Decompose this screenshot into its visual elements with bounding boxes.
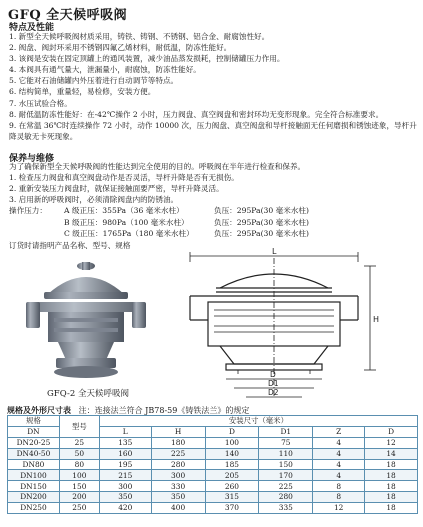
table-row: DN40-50 50 160 225 140 110 4 14 xyxy=(8,448,418,459)
pressure-negative: 负压：295Pa(30 毫米水柱) xyxy=(214,217,309,227)
col-header-spec: 规格 xyxy=(8,416,60,427)
table-row: DN20-25 25 135 180 100 75 4 12 xyxy=(8,437,418,448)
feature-item: 5. 它能对石油储罐内外压着进行自动调节等特点。 xyxy=(9,76,179,86)
specs-heading: 规格及外形尺寸表 注：连接法兰符合 JB78-59《铸铁法兰》的规定 xyxy=(7,405,250,415)
specs-table xyxy=(7,415,418,514)
features-heading: 特点及性能 xyxy=(9,23,55,33)
col-header-dims: 安装尺寸（毫米） xyxy=(99,416,417,427)
operating-pressure xyxy=(9,205,419,251)
order-note: 订货时请指明产品名称、型号、规格 xyxy=(9,240,131,250)
feature-item: 1. 新型全天候呼吸阀材质采用，铸铁、铸钢、不锈钢、铝合金、耐腐蚀性好。 xyxy=(9,32,270,41)
pressure-row xyxy=(9,217,419,229)
maintenance-list xyxy=(9,172,419,205)
maintenance-item: 3. 启用新的呼吸阀时，必须清除阀盘内的防锈油。 xyxy=(9,195,179,205)
feature-item: 3. 该阀是安装在固定顶罐上的通风装置，减少油品蒸发损耗，控制储罐压力作用。 xyxy=(9,54,285,64)
pressure-row xyxy=(9,205,419,217)
valve-photo xyxy=(18,254,153,384)
photo-caption: GFQ-2 全天候呼吸阀 xyxy=(47,389,129,399)
pressure-negative: 负压：295Pa(30 毫米水柱) xyxy=(214,229,309,239)
col-header-dn: DN xyxy=(8,426,60,437)
pressure-positive: B 级正压：980Pa（100 毫米水柱） xyxy=(64,217,189,227)
dim-label-d: D xyxy=(270,370,276,379)
feature-item: 6. 结构简单，重量轻，易检修，安装方便。 xyxy=(9,87,156,97)
feature-item: 9. 在常温 36℃时连续操作 72 小时，动作 10000 次，压力阀盘、真空阀盘和导杆接触面无任何磨损和锈蚀迹象，导杆升降灵敏无卡死现象。 xyxy=(9,120,417,141)
feature-item: 8. 耐低温防冻性能好：在-42℃操作 2 小时，压力阀盘、真空阀盘和密封环均无变形现象。完全符合标准要求。 xyxy=(9,109,384,119)
maintenance-intro: 为了确保新型全天候呼吸阀的性能达到完全使用的目的。呼吸阀在半年进行检查和保养。 xyxy=(9,162,306,171)
dim-label-h: H xyxy=(373,315,380,324)
dim-label-d1: D1 xyxy=(268,379,279,388)
col-header: H xyxy=(151,426,205,437)
pressure-positive: C 级正压：1765Pa（180 毫米水柱） xyxy=(64,229,194,239)
col-header: D1 xyxy=(259,426,313,437)
table-row: DN150 150 300 330 260 225 8 18 xyxy=(8,481,418,492)
col-header: D xyxy=(365,426,418,437)
table-row: DN250 250 420 400 370 335 12 18 xyxy=(8,503,418,514)
dim-label-l: L xyxy=(272,247,277,256)
col-header: D xyxy=(205,426,259,437)
feature-item: 4. 本阀具有通气量大，泄漏量小，耐腐蚀，防冻性能好。 xyxy=(9,65,201,75)
maintenance-item: 1. 检查压力阀盘和真空阀盘动作是否灵活，导杆升降是否有无损伤。 xyxy=(9,173,239,182)
valve-drawing xyxy=(160,246,418,404)
specs-note: 注：连接法兰符合 JB78-59《铸铁法兰》的规定 xyxy=(78,406,250,415)
maintenance-item: 2. 重新安装压力阀盘时，就保证接触面要严密，导杆升降灵活。 xyxy=(9,184,224,194)
pressure-row xyxy=(9,228,419,240)
col-header-model: 型号 xyxy=(59,416,99,438)
features-list xyxy=(9,31,419,142)
maintenance-heading: 保养与维修 xyxy=(9,154,55,164)
pressure-label: 操作压力： xyxy=(9,206,47,215)
col-header: L xyxy=(99,426,151,437)
pressure-negative: 负压：295Pa(30 毫米水柱) xyxy=(214,206,309,215)
dim-label-d2: D2 xyxy=(268,388,279,397)
table-row: DN100 100 215 300 205 170 4 18 xyxy=(8,470,418,481)
feature-item: 2. 阀盘、阀封环采用不锈钢四氟乙烯材料，耐低温，防冻性能好。 xyxy=(9,43,232,53)
feature-item: 7. 水压试验合格。 xyxy=(9,98,72,108)
table-row: DN80 80 195 280 185 150 4 18 xyxy=(8,459,418,470)
col-header: Z xyxy=(313,426,365,437)
table-row: DN200 200 350 350 315 280 8 18 xyxy=(8,492,418,503)
page-title: GFQ 全天候呼吸阀 xyxy=(8,8,128,23)
pressure-positive: A 级正压：355Pa（36 毫米水柱） xyxy=(64,206,184,215)
